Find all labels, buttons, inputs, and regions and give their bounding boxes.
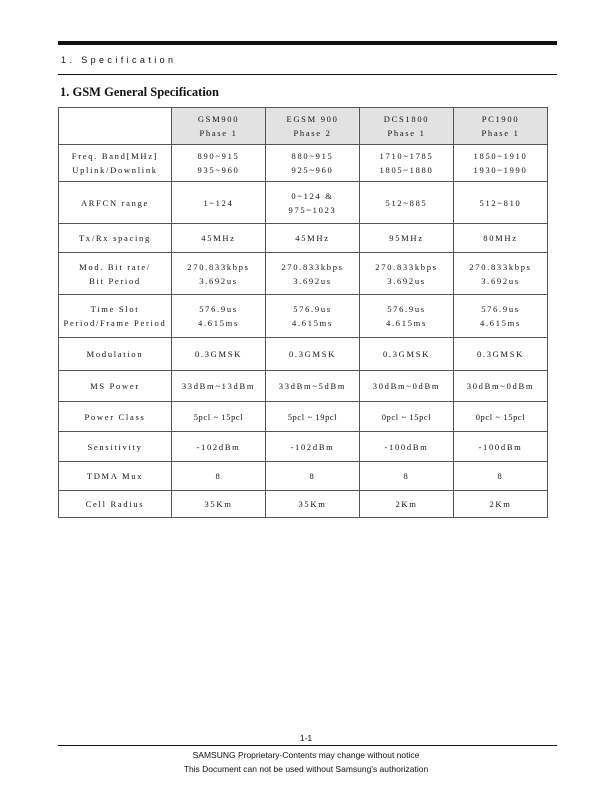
table-cell — [172, 432, 266, 462]
table-cell — [172, 295, 266, 338]
cell-value: -100dBm — [478, 441, 523, 452]
row-label: MS Power — [90, 381, 140, 391]
cell-value: 512~885 — [385, 197, 428, 208]
cell-value: 3.692us — [199, 275, 238, 286]
spec-table-header — [59, 108, 548, 145]
table-cell — [172, 402, 266, 432]
row-label-cell — [59, 182, 172, 224]
cell-value: 8 — [497, 471, 504, 481]
cell-value: 1~124 — [203, 197, 234, 208]
table-row — [59, 338, 548, 371]
cell-value: 45MHz — [201, 233, 236, 243]
cell-value: 0.3GMSK — [288, 349, 337, 359]
cell-value: 4.615ms — [386, 318, 427, 328]
cell-value: 890~915 — [197, 151, 240, 161]
cell-value: 1710~1785 — [379, 151, 434, 161]
table-cell — [266, 338, 360, 371]
row-label: Uplink/Downlink — [72, 165, 158, 175]
row-label-cell — [59, 462, 172, 491]
section-label: 1. Specification — [61, 55, 177, 65]
cell-value: 576.9us — [387, 304, 426, 314]
cell-value: 33dBm~5dBm — [278, 381, 347, 391]
row-label-cell — [59, 224, 172, 253]
row-label-cell — [59, 491, 172, 518]
table-cell — [360, 371, 454, 402]
footer-authorization: This Document can not be used without Samsung's authorization — [183, 764, 429, 774]
column-header-2 — [266, 108, 360, 145]
table-row — [59, 253, 548, 295]
cell-value: 8 — [309, 471, 316, 481]
table-cell — [172, 491, 266, 518]
cell-value: 80MHz — [483, 233, 518, 243]
cell-value: 1850~1910 — [473, 151, 528, 161]
cell-value: 2Km — [489, 499, 512, 509]
table-row — [59, 224, 548, 253]
table-cell — [266, 145, 360, 182]
header-corner-cell — [59, 108, 172, 145]
table-cell — [172, 253, 266, 295]
cell-value: 3.692us — [293, 275, 332, 286]
column-header-line2: Phase 2 — [293, 128, 332, 138]
spec-table-body — [59, 145, 548, 518]
table-row — [59, 432, 548, 462]
table-cell — [360, 338, 454, 371]
table-cell — [360, 224, 454, 253]
table-cell — [266, 462, 360, 491]
table-cell — [360, 402, 454, 432]
table-cell — [454, 432, 548, 462]
cell-value: 45MHz — [295, 233, 330, 243]
row-label-cell — [59, 402, 172, 432]
row-label: Modulation — [86, 349, 144, 359]
row-label: Freq. Band[MHz] — [71, 151, 159, 161]
cell-value: 5pcl ~ 19pcl — [287, 411, 338, 422]
table-row — [59, 371, 548, 402]
column-header-line1: GSM900 — [197, 114, 240, 124]
cell-value: 33dBm~13dBm — [181, 381, 256, 391]
cell-value: 880~915 — [291, 151, 334, 161]
table-cell — [360, 295, 454, 338]
table-cell — [266, 491, 360, 518]
table-cell — [266, 224, 360, 253]
row-label-cell — [59, 253, 172, 295]
table-row — [59, 182, 548, 224]
column-header-line2: Phase 1 — [387, 128, 426, 138]
table-cell — [266, 295, 360, 338]
table-cell — [360, 145, 454, 182]
cell-value: 4.615ms — [480, 318, 521, 328]
cell-value: 3.692us — [481, 275, 520, 286]
table-row — [59, 491, 548, 518]
row-label: Sensitivity — [87, 441, 143, 452]
column-header-line1: EGSM 900 — [286, 114, 339, 124]
cell-value: 270.833kbps — [469, 261, 532, 272]
table-cell — [266, 253, 360, 295]
cell-value: 4.615ms — [292, 318, 333, 328]
header-rule-thick — [58, 41, 557, 45]
table-cell — [360, 462, 454, 491]
cell-value: 935~960 — [197, 165, 240, 175]
table-cell — [454, 338, 548, 371]
table-cell — [360, 182, 454, 224]
cell-value: 576.9us — [293, 304, 332, 314]
cell-value: -102dBm — [196, 441, 241, 452]
header-rule-thin — [58, 74, 557, 75]
table-cell — [454, 491, 548, 518]
table-cell — [266, 432, 360, 462]
table-row — [59, 145, 548, 182]
cell-value: 1805~1880 — [379, 165, 434, 175]
row-label-cell — [59, 432, 172, 462]
row-label-cell — [59, 338, 172, 371]
table-cell — [454, 295, 548, 338]
table-cell — [454, 145, 548, 182]
row-label: Cell Radius — [85, 499, 145, 509]
table-cell — [454, 371, 548, 402]
table-cell — [360, 253, 454, 295]
table-cell — [172, 371, 266, 402]
table-cell — [454, 224, 548, 253]
cell-value: 0~124 & — [291, 190, 334, 201]
table-cell — [360, 432, 454, 462]
column-header-1 — [172, 108, 266, 145]
footer-rule — [58, 745, 557, 746]
cell-value: 0pcl ~ 15pcl — [475, 411, 526, 422]
table-cell — [172, 145, 266, 182]
cell-value: 512~810 — [479, 197, 522, 208]
table-cell — [454, 253, 548, 295]
row-label-cell — [59, 145, 172, 182]
cell-value: 8 — [403, 471, 410, 481]
table-cell — [172, 224, 266, 253]
row-label: Mod. Bit rate/ — [79, 261, 151, 272]
table-cell — [454, 182, 548, 224]
table-row — [59, 402, 548, 432]
table-cell — [172, 182, 266, 224]
cell-value: 3.692us — [387, 275, 426, 286]
cell-value: 35Km — [204, 499, 233, 509]
cell-value: 2Km — [395, 499, 418, 509]
cell-value: 30dBm~0dBm — [372, 381, 441, 391]
table-cell — [266, 402, 360, 432]
page-number: 1-1 — [299, 733, 313, 743]
cell-value: 0.3GMSK — [194, 349, 243, 359]
row-label: TDMA Mux — [86, 471, 144, 481]
cell-value: 270.833kbps — [281, 261, 344, 272]
cell-value: 30dBm~0dBm — [466, 381, 535, 391]
row-label: Bit Period — [89, 275, 141, 286]
cell-value: 576.9us — [199, 304, 238, 314]
cell-value: 0.3GMSK — [476, 349, 525, 359]
column-header-3 — [360, 108, 454, 145]
column-header-line2: Phase 1 — [481, 128, 520, 138]
cell-value: 8 — [215, 471, 222, 481]
row-label: Tx/Rx spacing — [79, 233, 151, 243]
cell-value: 0pcl ~ 15pcl — [381, 411, 432, 422]
gsm-spec-table — [58, 107, 548, 518]
table-cell — [266, 182, 360, 224]
table-row — [59, 295, 548, 338]
table-cell — [172, 462, 266, 491]
cell-value: 95MHz — [389, 233, 424, 243]
row-label-cell — [59, 295, 172, 338]
cell-value: -102dBm — [290, 441, 335, 452]
table-cell — [266, 371, 360, 402]
row-label: Power Class — [84, 411, 146, 422]
table-cell — [360, 491, 454, 518]
cell-value: 35Km — [298, 499, 327, 509]
page-title: 1. GSM General Specification — [60, 85, 220, 99]
row-label: Time Slot — [90, 304, 140, 314]
column-header-line1: DCS1800 — [383, 114, 430, 124]
table-cell — [172, 338, 266, 371]
header-row — [59, 108, 548, 145]
cell-value: -100dBm — [384, 441, 429, 452]
table-cell — [454, 462, 548, 491]
column-header-line1: PC1900 — [481, 114, 520, 124]
cell-value: 4.615ms — [198, 318, 239, 328]
cell-value: 975~1023 — [288, 204, 337, 215]
row-label: ARFCN range — [80, 197, 150, 208]
footer-notice: SAMSUNG Proprietary-Contents may change without notice — [192, 750, 420, 760]
table-row — [59, 462, 548, 491]
cell-value: 925~960 — [291, 165, 334, 175]
row-label: Period/Frame Period — [63, 318, 167, 328]
cell-value: 270.833kbps — [375, 261, 438, 272]
cell-value: 5pcl ~ 15pcl — [193, 411, 244, 422]
row-label-cell — [59, 371, 172, 402]
column-header-line2: Phase 1 — [199, 128, 238, 138]
column-header-4 — [454, 108, 548, 145]
cell-value: 1930~1990 — [473, 165, 528, 175]
cell-value: 576.9us — [481, 304, 520, 314]
cell-value: 270.833kbps — [187, 261, 250, 272]
table-cell — [454, 402, 548, 432]
cell-value: 0.3GMSK — [382, 349, 431, 359]
